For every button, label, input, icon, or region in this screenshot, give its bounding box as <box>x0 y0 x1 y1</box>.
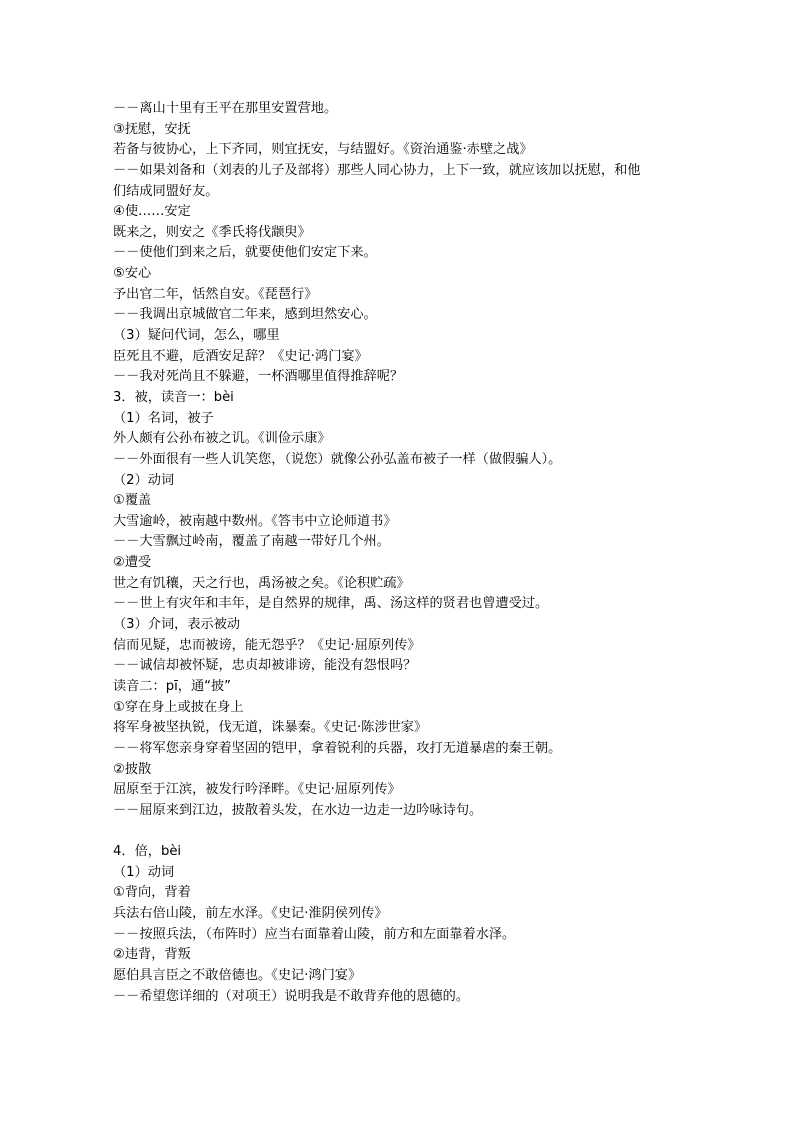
text-line: （3）介词，表示被动 <box>113 617 241 633</box>
text-line: －－我对死尚且不躲避，一杯酒哪里值得推辞呢？ <box>113 369 404 385</box>
text-line: ②遭受 <box>113 555 152 571</box>
text-line: 4．倍，bèi <box>113 844 182 860</box>
text-line: （2）动词 <box>113 472 175 488</box>
text-line: （3）疑问代词，怎么，哪里 <box>113 328 280 344</box>
text-line: －－希望您详细的（对项王）说明我是不敢背弃他的恩德的。 <box>113 988 470 1004</box>
text-line: ⑤安心 <box>113 266 152 282</box>
text-line: 们结成同盟好友。 <box>113 183 219 199</box>
text-line: ①背向，背着 <box>113 885 191 901</box>
text-line: 臣死且不避，卮酒安足辞？《史记·鸿门宴》 <box>113 348 368 364</box>
text-line: 读音二：pī，通“披” <box>113 678 232 694</box>
text-line: －－如果刘备和（刘表的儿子及部将）那些人同心协力，上下一致，就应该加以抚慰，和他 <box>113 162 641 178</box>
text-line: ②披散 <box>113 761 152 777</box>
text-line: 将军身被坚执锐，伐无道，诛暴秦。《史记·陈涉世家》 <box>113 720 428 736</box>
text-line: 兵法右倍山陵，前左水泽。《史记·淮阴侯列传》 <box>113 905 388 921</box>
text-line: 世之有饥穰，天之行也，禹汤被之矣。《论积贮疏》 <box>113 575 410 591</box>
text-line: －－使他们到来之后，就要使他们安定下来。 <box>113 245 377 261</box>
text-line: ③抚慰，安抚 <box>113 121 191 137</box>
text-line: ④使……安定 <box>113 204 191 220</box>
text-line: －－离山十里有王平在那里安置营地。 <box>113 101 338 116</box>
text-line: －－诚信却被怀疑，忠贞却被诽谤，能没有怨恨吗？ <box>113 658 417 674</box>
text-line: 大雪逾岭，被南越中数州。《答韦中立论师道书》 <box>113 513 397 529</box>
text-line: 3．被，读音一：bèi <box>113 389 234 405</box>
text-line: －－外面很有一些人讥笑您，（说您）就像公孙弘盖布被子一样（做假骗人）。 <box>113 451 562 467</box>
text-line: －－我调出京城做官二年来，感到坦然安心。 <box>113 307 377 323</box>
text-line: （1）名词，被子 <box>113 410 214 426</box>
document-body <box>113 99 683 1007</box>
text-line: －－世上有灾年和丰年，是自然界的规律，禹、汤这样的贤君也曾遭受过。 <box>113 596 549 612</box>
text-line: 信而见疑，忠而被谤，能无怨乎？《史记·屈原列传》 <box>113 637 421 653</box>
text-line: （1）动词 <box>113 864 175 880</box>
text-line: 予出官二年，恬然自安。《琵琶行》 <box>113 286 318 302</box>
text-line: 屈原至于江滨，被发行吟泽畔。《史记·屈原列传》 <box>113 782 401 798</box>
text-line: －－屈原来到江边，披散着头发，在水边一边走一边吟咏诗句。 <box>113 802 483 818</box>
text-line: ①覆盖 <box>113 493 152 509</box>
text-line: 愿伯具言臣之不敢倍德也。《史记·鸿门宴》 <box>113 967 362 983</box>
text-line: ②违背，背叛 <box>113 947 191 963</box>
text-line: －－大雪飘过岭南，覆盖了南越一带好几个州。 <box>113 534 390 550</box>
text-line: －－按照兵法，（布阵时）应当右面靠着山陵，前方和左面靠着水泽。 <box>113 926 516 942</box>
text-line: 既来之，则安之《季氏将伐颛臾》 <box>113 224 311 240</box>
text-line: 外人颇有公孙布被之讥。《训俭示康》 <box>113 431 331 447</box>
blank-line <box>113 821 683 842</box>
text-line: －－将军您亲身穿着坚固的铠甲，拿着锐利的兵器，攻打无道暴虐的秦王朝。 <box>113 740 562 756</box>
text-line: ①穿在身上或披在身上 <box>113 699 244 715</box>
text-line: 若备与彼协心，上下齐同，则宜抚安，与结盟好。《资治通鉴·赤壁之战》 <box>113 142 533 158</box>
